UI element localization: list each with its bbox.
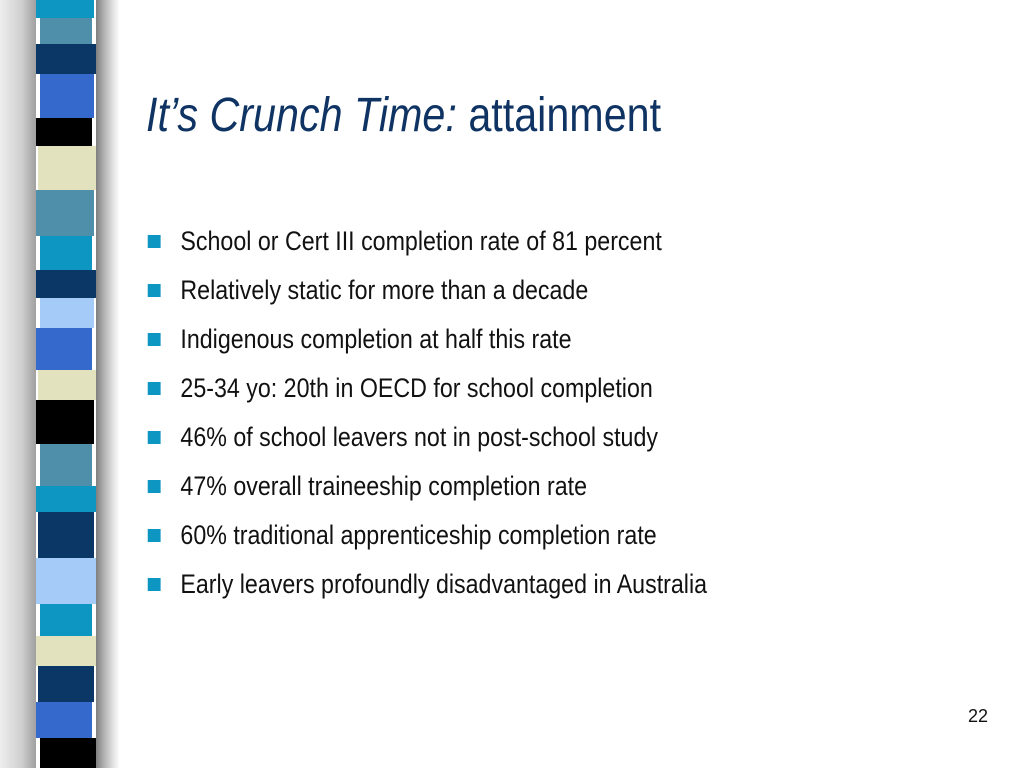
stripe-bands: [0, 0, 120, 768]
stripe-band: [40, 74, 94, 118]
bullet-text: School or Cert III completion rate of 81 percent: [180, 226, 662, 256]
stripe-band: [36, 486, 96, 512]
stripe-band: [40, 298, 94, 328]
bullet-item: [146, 467, 707, 516]
stripe-band: [36, 400, 94, 444]
bullet-square-icon: [148, 382, 161, 395]
bullet-item: [146, 222, 707, 271]
bullet-square-icon: [148, 333, 161, 346]
bullet-square-icon: [148, 480, 161, 493]
bullet-square-icon: [148, 235, 161, 248]
stripe-band: [38, 370, 96, 400]
stripe-band: [36, 270, 96, 298]
bullet-text: 25-34 yo: 20th in OECD for school completion: [180, 373, 653, 403]
title-rest: attainment: [456, 89, 662, 142]
bullet-square-icon: [148, 529, 161, 542]
stripe-band: [36, 558, 96, 604]
stripe-band: [40, 604, 92, 636]
title-italic: It’s Crunch Time:: [146, 89, 457, 142]
bullet-item: [146, 369, 707, 418]
stripe-band: [36, 636, 96, 666]
decorative-stripe: [0, 0, 120, 768]
stripe-band: [38, 666, 94, 702]
page-number: 22: [967, 706, 988, 726]
bullet-item: [146, 320, 707, 369]
stripe-band: [36, 118, 92, 146]
stripe-band: [36, 0, 94, 18]
bullet-text: 60% traditional apprenticeship completion rate: [180, 520, 657, 550]
bullet-item: [146, 418, 707, 467]
stripe-band: [40, 18, 92, 44]
stripe-band: [36, 190, 94, 236]
bullet-text: 46% of school leavers not in post-school study: [180, 422, 658, 452]
bullet-text: Early leavers profoundly disadvantaged in Australia: [180, 569, 708, 599]
stripe-band: [40, 444, 92, 486]
stripe-band: [36, 328, 92, 370]
stripe-band: [40, 738, 96, 768]
bullet-item: [146, 271, 707, 320]
stripe-band: [40, 236, 92, 270]
bullet-text: Relatively static for more than a decade: [180, 275, 589, 305]
stripe-band: [38, 146, 96, 190]
bullet-text: Indigenous completion at half this rate: [180, 324, 572, 354]
stripe-band: [36, 702, 92, 738]
stripe-band: [36, 44, 96, 74]
bullet-list: [146, 222, 707, 614]
bullet-item: [146, 565, 707, 614]
bullet-square-icon: [148, 284, 161, 297]
bullet-item: [146, 516, 707, 565]
bullet-text: 47% overall traineeship completion rate: [180, 471, 587, 501]
stripe-band: [38, 512, 94, 558]
slide-title: [146, 84, 661, 148]
bullet-square-icon: [148, 578, 161, 591]
bullet-square-icon: [148, 431, 161, 444]
